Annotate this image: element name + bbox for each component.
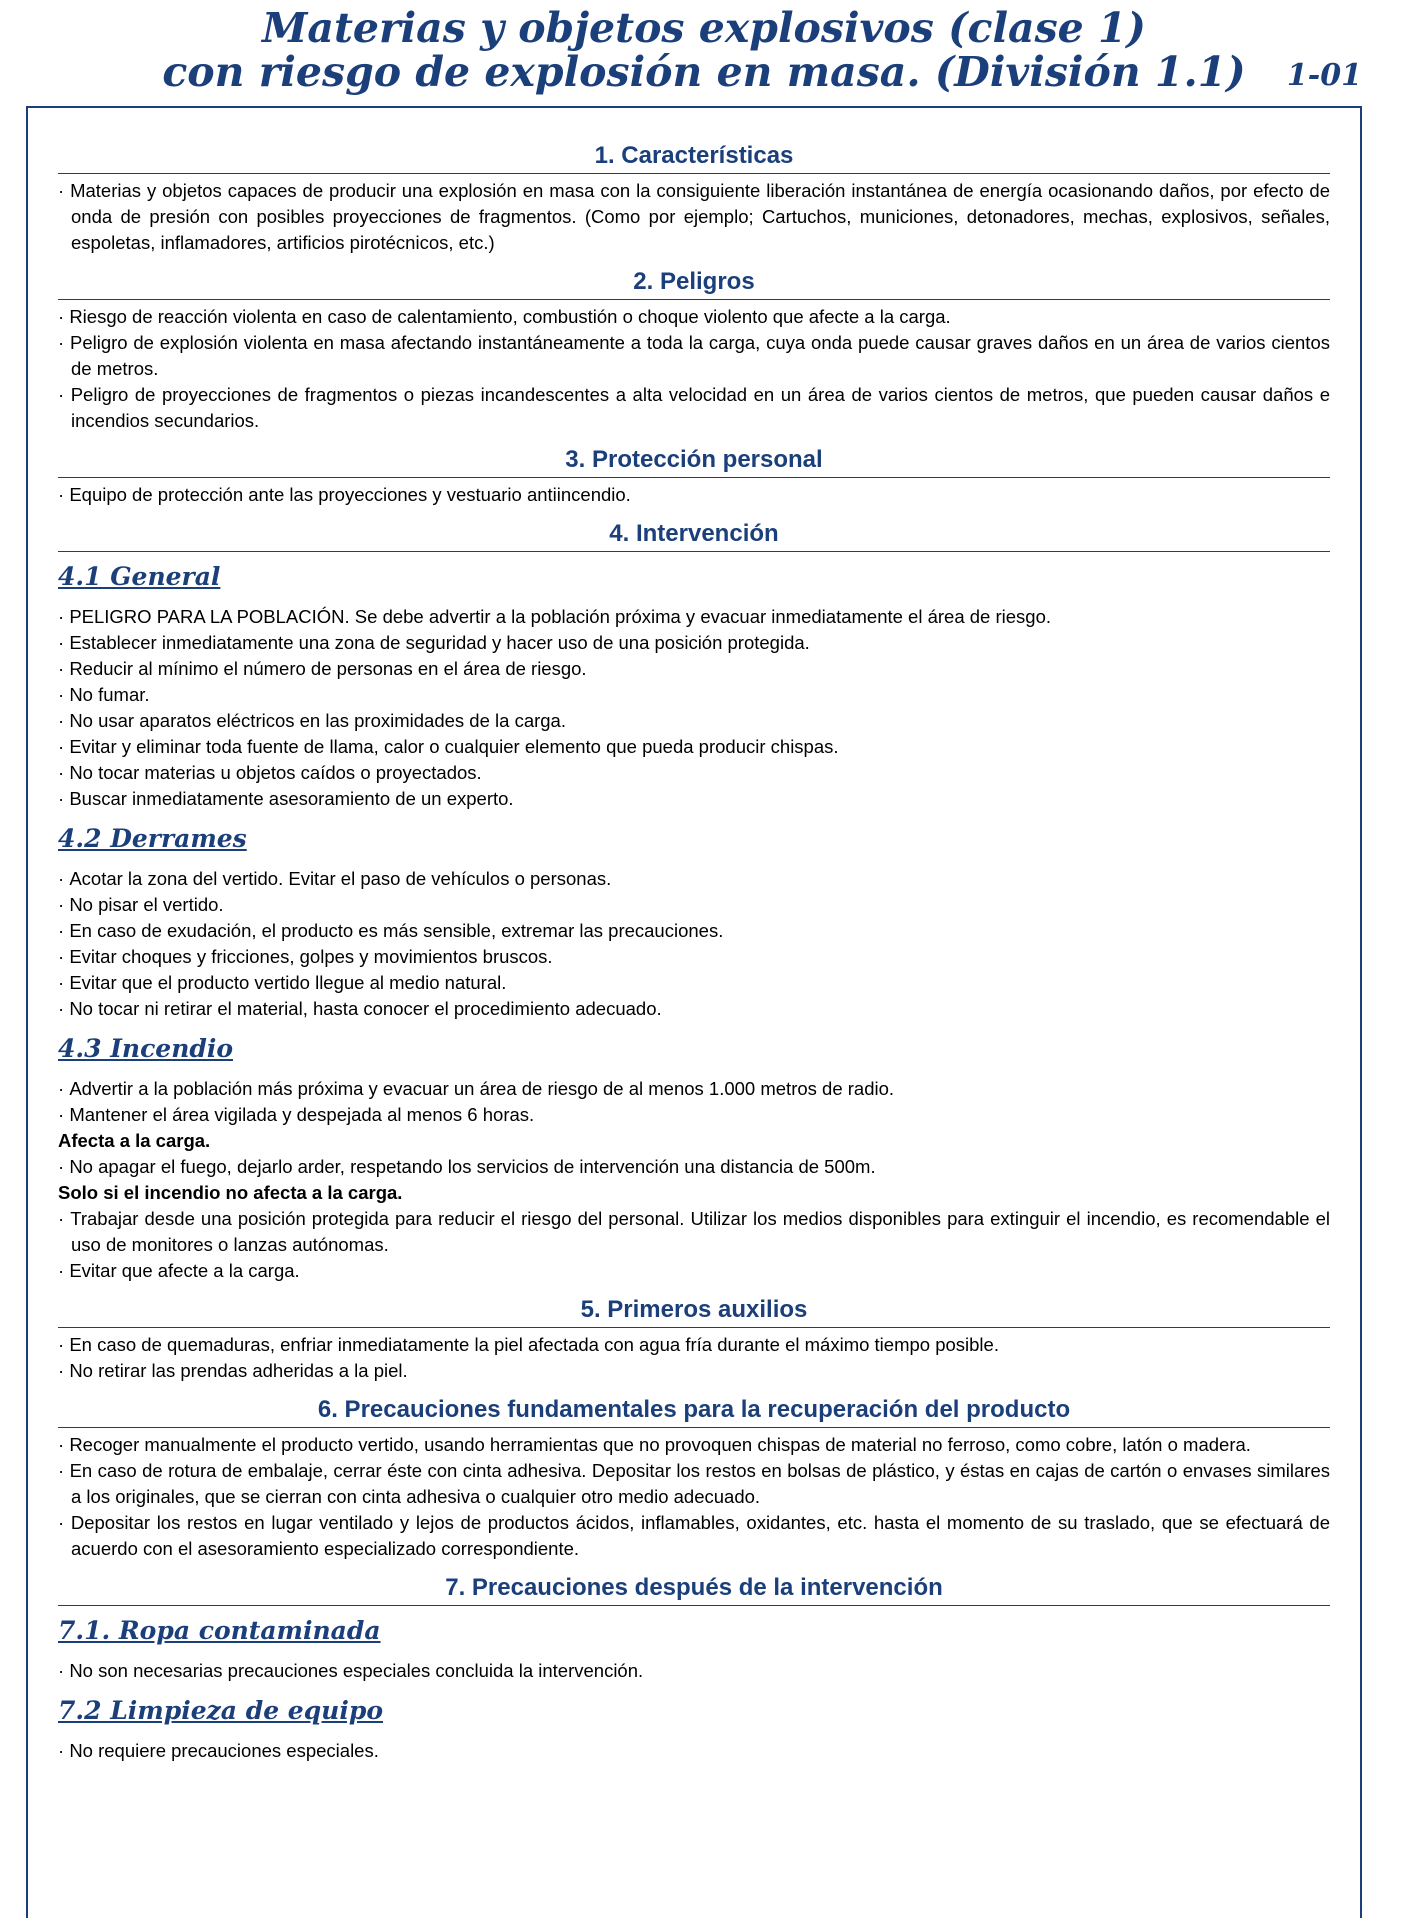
- section: [58, 1394, 1330, 1562]
- list-item: · Depositar los restos en lugar ventilado y lejos de productos ácidos, inflamables, oxidantes, etc. hasta el momento de su traslado, que se efectuará de acuerdo con el asesoramiento especializado correspondiente.: [58, 1510, 1330, 1562]
- section: [58, 266, 1330, 434]
- list-item: · Equipo de protección ante las proyecciones y vestuario antiincendio.: [58, 482, 1330, 508]
- document-title-line-1: Materias y objetos explosivos (clase 1): [262, 4, 1146, 52]
- list-item: · No usar aparatos eléctricos en las proximidades de la carga.: [58, 708, 1330, 734]
- list-item: · Establecer inmediatamente una zona de seguridad y hacer uso de una posición protegida.: [58, 630, 1330, 656]
- list-item: · No retirar las prendas adheridas a la piel.: [58, 1358, 1330, 1384]
- list-item: · PELIGRO PARA LA POBLACIÓN. Se debe advertir a la población próxima y evacuar inmediatamente el área de riesgo.: [58, 604, 1330, 630]
- list-item: · Evitar que afecte a la carga.: [58, 1258, 1330, 1284]
- section: [58, 140, 1330, 256]
- section: [58, 1572, 1330, 1764]
- section-heading: 6. Precauciones fundamentales para la recuperación del producto: [58, 1394, 1330, 1428]
- list-item: · Reducir al mínimo el número de personas en el área de riesgo.: [58, 656, 1330, 682]
- list-item: · Evitar que el producto vertido llegue al medio natural.: [58, 970, 1330, 996]
- section-heading: 2. Peligros: [58, 266, 1330, 300]
- list-item: · Peligro de proyecciones de fragmentos o piezas incandescentes a alta velocidad en un área de varios cientos de metros, que pueden causar daños e incendios secundarios.: [58, 382, 1330, 434]
- sheet-code: 1-01: [1286, 58, 1362, 93]
- list-item: · Riesgo de reacción violenta en caso de calentamiento, combustión o choque violento que afecte a la carga.: [58, 304, 1330, 330]
- sub-heading: 4.3 Incendio: [58, 1034, 234, 1063]
- section-heading: 3. Protección personal: [58, 444, 1330, 478]
- document-title-line-2: con riesgo de explosión en masa. (División 1.1): [162, 48, 1246, 96]
- list-item: · En caso de rotura de embalaje, cerrar éste con cinta adhesiva. Depositar los restos en bolsas de plástico, y éstas en cajas de cartón o envases similares a los originales, que se cierran con cinta adhesiva o cualquier otro medio adecuado.: [58, 1458, 1330, 1510]
- list-item: · No requiere precauciones especiales.: [58, 1738, 1330, 1764]
- sub-heading: 7.2 Limpieza de equipo: [58, 1696, 384, 1725]
- list-item: · Advertir a la población más próxima y evacuar un área de riesgo de al menos 1.000 metros de radio.: [58, 1076, 1330, 1102]
- list-item: · En caso de quemaduras, enfriar inmediatamente la piel afectada con agua fría durante el máximo tiempo posible.: [58, 1332, 1330, 1358]
- sub-heading: 4.1 General: [58, 562, 221, 591]
- bold-label: Solo si el incendio no afecta a la carga.: [58, 1182, 403, 1203]
- list-item: · Recoger manualmente el producto vertido, usando herramientas que no provoquen chispas de material no ferroso, como cobre, latón o madera.: [58, 1432, 1330, 1458]
- list-item: · No fumar.: [58, 682, 1330, 708]
- list-item: · No tocar materias u objetos caídos o proyectados.: [58, 760, 1330, 786]
- list-item: · No tocar ni retirar el material, hasta conocer el procedimiento adecuado.: [58, 996, 1330, 1022]
- section-heading: 7. Precauciones después de la intervención: [58, 1572, 1330, 1606]
- list-item: · Acotar la zona del vertido. Evitar el paso de vehículos o personas.: [58, 866, 1330, 892]
- list-item: · Trabajar desde una posición protegida para reducir el riesgo del personal. Utilizar los medios disponibles para extinguir el incendio, es recomendable el uso de monitores o lanzas autónomas.: [58, 1206, 1330, 1258]
- section-heading: 4. Intervención: [58, 518, 1330, 552]
- list-item: · Buscar inmediatamente asesoramiento de un experto.: [58, 786, 1330, 812]
- section: [58, 518, 1330, 1284]
- title-block: [0, 6, 1408, 98]
- list-item: · Materias y objetos capaces de producir una explosión en masa con la consiguiente liberación instantánea de energía ocasionando daños, por efecto de onda de presión con posibles proyecciones de fragmentos. (Como por ejemplo; Cartuchos, municiones, detonadores, mechas, explosivos, señales, espoletas, inflamadores, artificios pirotécnicos, etc.): [58, 178, 1330, 256]
- document-body: [58, 140, 1330, 1764]
- list-item: · En caso de exudación, el producto es más sensible, extremar las precauciones.: [58, 918, 1330, 944]
- section-heading: 1. Características: [58, 140, 1330, 174]
- list-item: · Evitar y eliminar toda fuente de llama, calor o cualquier elemento que pueda producir chispas.: [58, 734, 1330, 760]
- list-item: · Mantener el área vigilada y despejada al menos 6 horas.: [58, 1102, 1330, 1128]
- list-item: · No son necesarias precauciones especiales concluida la intervención.: [58, 1658, 1330, 1684]
- sub-heading: 4.2 Derrames: [58, 824, 247, 853]
- bold-label: Afecta a la carga.: [58, 1130, 211, 1151]
- section: [58, 1294, 1330, 1384]
- list-item: · Peligro de explosión violenta en masa afectando instantáneamente a toda la carga, cuya onda puede causar graves daños en un área de varios cientos de metros.: [58, 330, 1330, 382]
- list-item: · No pisar el vertido.: [58, 892, 1330, 918]
- section-heading: 5. Primeros auxilios: [58, 1294, 1330, 1328]
- sub-heading: 7.1. Ropa contaminada: [58, 1616, 381, 1645]
- section: [58, 444, 1330, 508]
- list-item: · Evitar choques y fricciones, golpes y movimientos bruscos.: [58, 944, 1330, 970]
- list-item: · No apagar el fuego, dejarlo arder, respetando los servicios de intervención una distancia de 500m.: [58, 1154, 1330, 1180]
